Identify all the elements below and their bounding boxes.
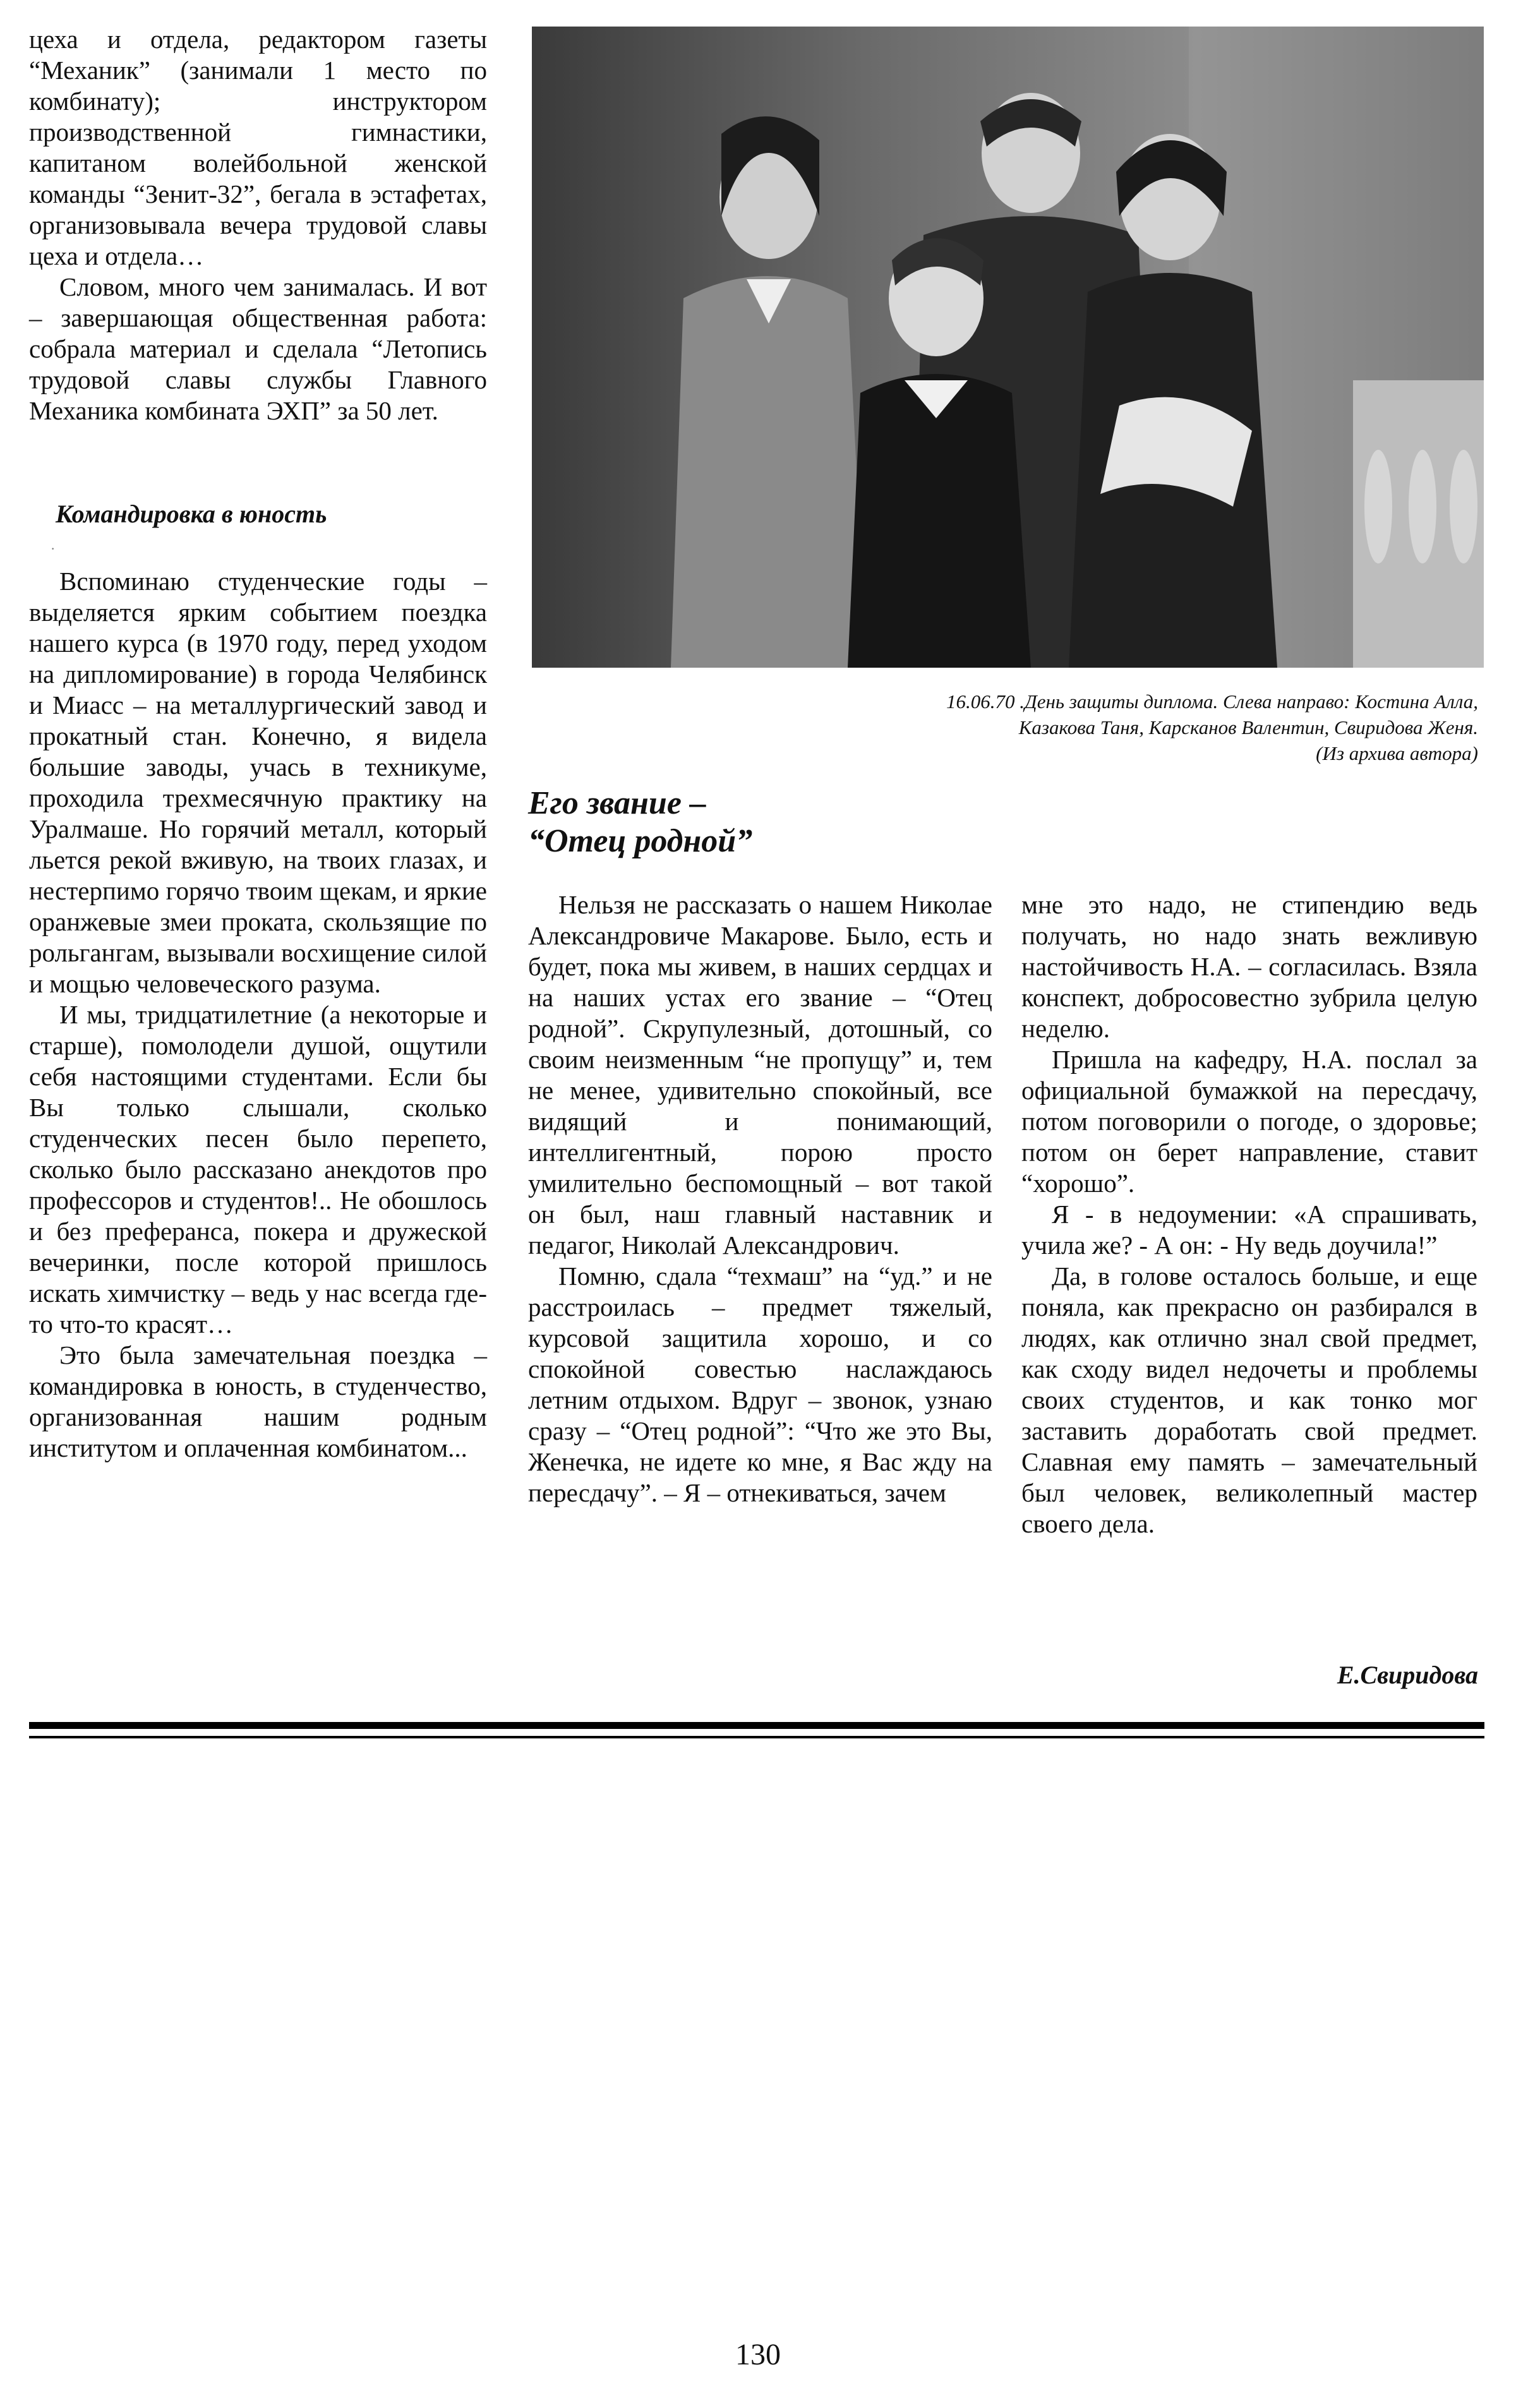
paragraph: мне это надо, не стипендию ведь получать, но надо знать вежливую настойчивость Н.А. – согласилась. Взяла конспект, добросовестно зубрила целую неделю. [1021, 890, 1477, 1043]
author-signature: Е.Свиридова [1337, 1661, 1478, 1689]
paragraph: Пришла на кафедру, Н.А. послал за официальной бумажкой на пересдачу, потом поговорили о погоде, о здоровье; потом он берет направление, ставит “хорошо”. [1021, 1045, 1477, 1198]
paragraph: Нельзя не рассказать о нашем Николае Александровиче Макарове. Было, есть и будет, пока мы живем, в наших сердцах и на наших устах его звание – “Отец родной”. Скрупулезный, дотошный, со своим неизменным “не пропущу” и, тем не менее, удивительно спокойный, все видящий и понимающий, интеллигентный, порою просто умилительно беспомощный – вот такой он был, наш главный наставник и педагог, Николай Александрович. [528, 890, 992, 1260]
paragraph: Вспоминаю студенческие годы – выделяется ярким событием поездка нашего курса (в 1970 году, перед уходом на дипломирование) в города Челябинск и Миасс – на металлургический завод и прокатный стан. Конечно, я видела большие заводы, учась в техникуме, проходила трехмесячную практику на Уралмаше. Но горячий металл, который льется рекой вживую, на твоих глазах, и нестерпимо горячо твоим щекам, и яркие оранжевые змеи проката, скользящие по рольгангам, вызывали восхищение силой и мощью человеческого разума. [29, 567, 487, 998]
paragraph: цеха и отдела, редактором газеты “Механик” (занимали 1 место по комбинату); инструктором производственной гимнастики, капитаном волейбольной женской команды “Зенит-32”, бегала в эстафетах, организовывала вечера трудовой славы цеха и отдела… [29, 25, 487, 270]
archive-photo [532, 27, 1484, 668]
article-heading-line: Его звание – [528, 785, 706, 821]
paragraph: Я - в недоумении: «А спрашивать, учила же? - А он: - Ну ведь доучила!” [1021, 1200, 1477, 1260]
paragraph: Словом, много чем занималась. И вот – завершающая общественная работа: собрала материал и сделала “Летопись трудовой славы службы Главного Механика комбината ЭХП” за 50 лет. [29, 272, 487, 425]
paragraph: Это была замечательная поездка – командировка в юность, в студенчество, организованная нашим родным институтом и оплаченная комбинатом... [29, 1340, 487, 1462]
section-divider-thin [29, 1736, 1484, 1738]
section-subheading: Командировка в юность [56, 500, 327, 528]
caption-line: 16.06.70 .День защиты диплома. Слева направо: Костина Алла, [946, 690, 1478, 713]
article-heading [528, 785, 970, 860]
paragraph: Помню, сдала “техмаш” на “уд.” и не расстроилась – предмет тяжелый, курсовой защитила хорошо, и со спокойной совестью наслаждаюсь летним отдыхом. Вдруг – звонок, узнаю сразу – “Отец родной”: “Что же это Вы, Женечка, не идете ко мне, я Вас жду на пересдачу”. – Я – отнекиваться, зачем [528, 1261, 992, 1507]
print-speck: · [51, 541, 56, 557]
left-text-column [29, 24, 487, 426]
middle-text-column [528, 889, 992, 1508]
caption-credit: (Из архива автора) [1316, 742, 1478, 764]
article-heading-line: “Отец родной” [528, 823, 753, 859]
paragraph: Да, в голове осталось больше, и еще поняла, как прекрасно он разбирался в людях, как отлично знал свой предмет, как сходу видел недочеты и проблемы своих студентов, и как тонко мог заставить доработать свой предмет. Славная ему память – замечательный был человек, великолепный мастер своего дела. [1021, 1261, 1477, 1538]
balusters [1364, 450, 1477, 563]
caption-line: Казакова Таня, Карсканов Валентин, Свиридова Женя. [1018, 716, 1478, 738]
paragraph: И мы, тридцатилетние (а некоторые и старше), помолодели душой, ощутили себя настоящими студентами. Если бы Вы только слышали, сколько студенческих песен было перепето, сколько было рассказано анекдотов про профессоров и студентов!.. Не обошлось и без преферанса, покера и дружеской вечеринки, после которой пришлось искать химчистку – ведь у нас всегда где-то что-то красят… [29, 1000, 487, 1339]
right-text-column [1021, 889, 1477, 1539]
page-number: 130 [735, 2338, 781, 2371]
photo-caption [695, 689, 1478, 766]
left-text-column-continued [29, 566, 487, 1464]
section-divider-thick [29, 1722, 1484, 1729]
